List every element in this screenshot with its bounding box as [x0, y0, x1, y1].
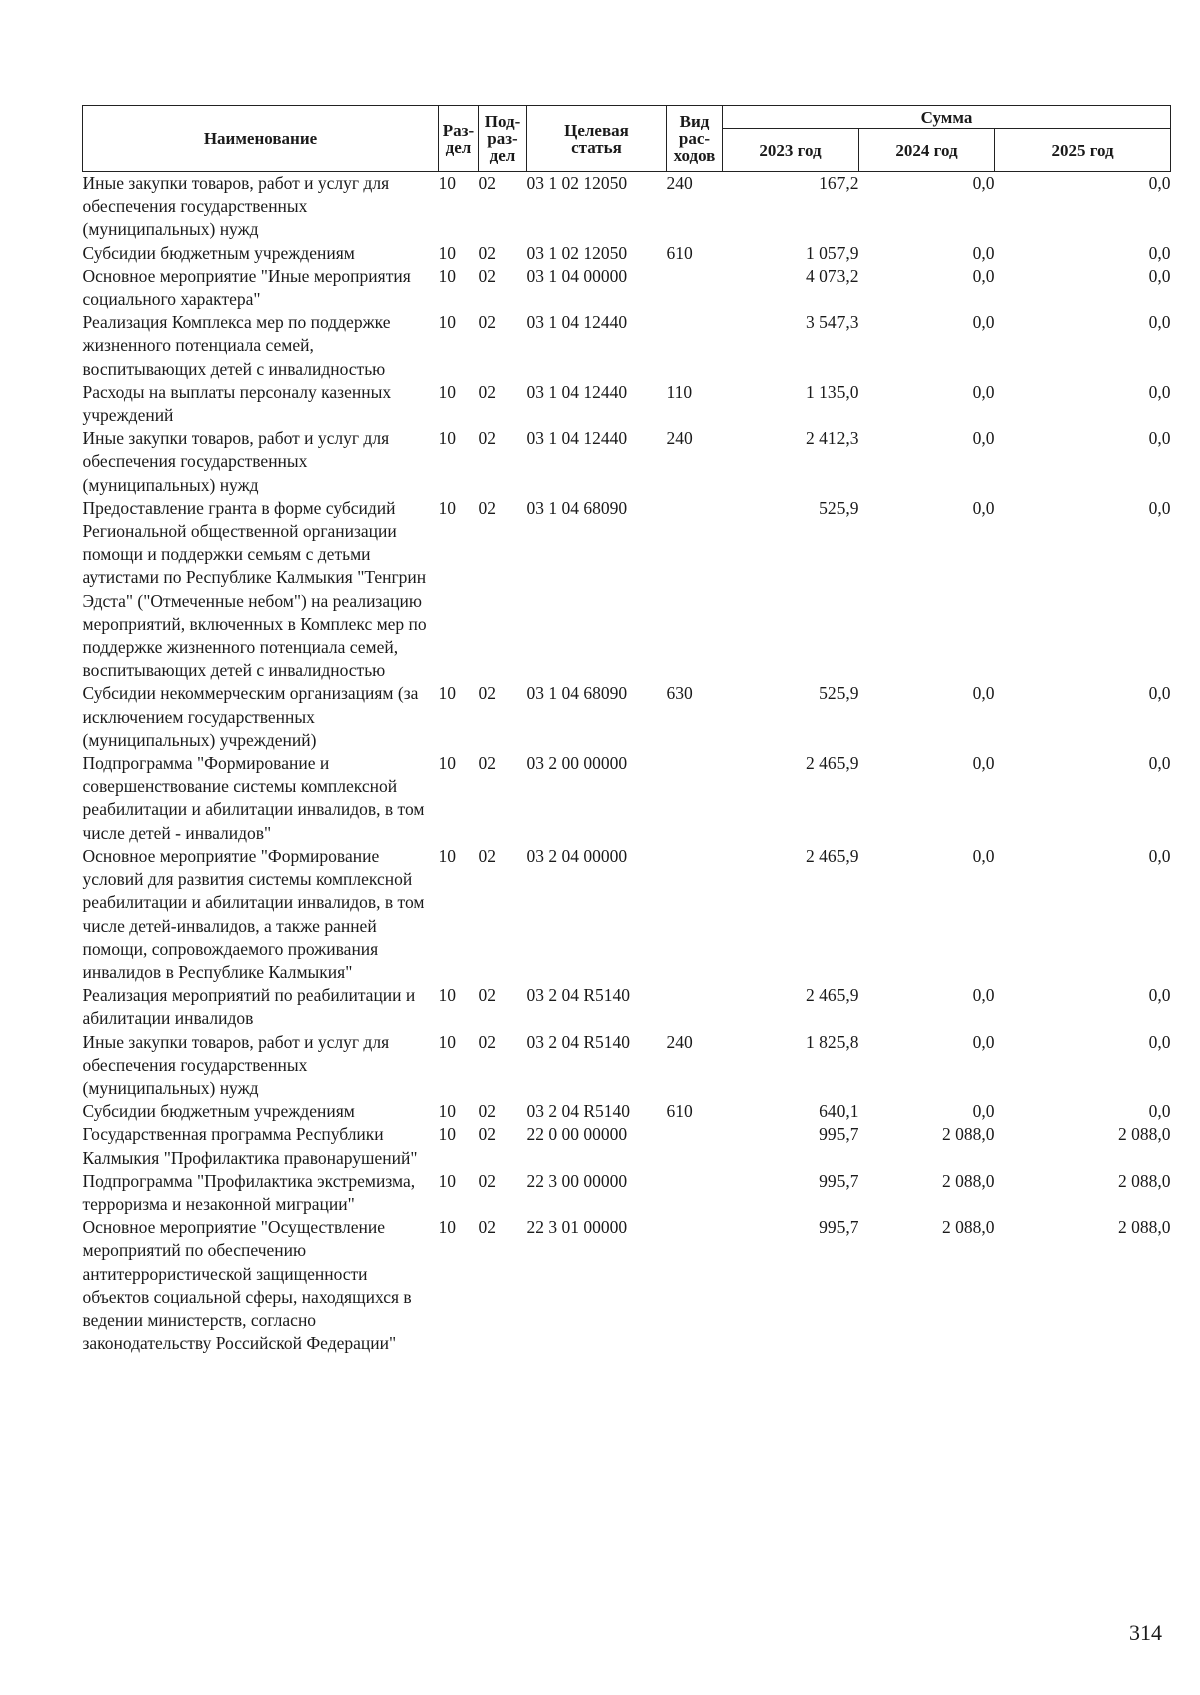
cell-razdel: 10	[438, 1101, 456, 1122]
cell-2025: 0,0	[1148, 428, 1171, 449]
cell-target: 03 1 02 12050	[526, 173, 628, 193]
cell-name: Субсидии бюджетным учреждениям	[82, 242, 355, 263]
table-row	[83, 752, 1171, 845]
cell-razdel: 10	[438, 312, 456, 333]
cell-2025: 2 088,0	[1118, 1170, 1171, 1191]
cell-name: Иные закупки товаров, работ и услуг для обеспечения государственных (муниципальных) нужд	[82, 1031, 390, 1098]
cell-2024: 0,0	[972, 381, 995, 402]
cell-2023: 995,7	[819, 1124, 859, 1145]
cell-2024: 0,0	[972, 428, 995, 449]
cell-vid: 240	[666, 428, 693, 449]
cell-podrazdel: 02	[478, 683, 496, 704]
cell-name: Предоставление гранта в форме субсидий Региональной общественной организации помощи и поддержки семьям с детьми аутистами по Республике Калмыкия "Тенгрин Эдста" ("Отмеченные небом") на реализацию мероприятий, включенных в Комплекс мер по поддержке жизненного потенциала семей, воспитывающих детей с инвалидностью	[82, 497, 427, 681]
header-razdel: Раз- дел	[439, 106, 479, 172]
cell-vid: 110	[666, 381, 693, 402]
cell-name: Расходы на выплаты персоналу казенных учреждений	[82, 381, 392, 426]
cell-2024: 0,0	[972, 242, 995, 263]
table-row	[83, 682, 1171, 752]
cell-name: Основное мероприятие "Формирование условий для развития системы комплексной реабилитации и абилитации инвалидов, в том числе детей-инвалидов, а также ранней помощи, сопровождаемого проживания инвалидов в Республике Калмыкия"	[82, 845, 425, 982]
cell-target: 22 0 00 00000	[526, 1124, 628, 1145]
cell-name: Иные закупки товаров, работ и услуг для обеспечения государственных (муниципальных) нужд	[82, 173, 390, 240]
cell-2025: 0,0	[1148, 497, 1171, 518]
cell-vid	[667, 845, 723, 984]
cell-razdel: 10	[438, 381, 456, 402]
cell-2023: 640,1	[819, 1101, 859, 1122]
cell-2025: 0,0	[1148, 845, 1171, 866]
cell-2024: 2 088,0	[942, 1170, 995, 1191]
cell-2025: 0,0	[1148, 265, 1171, 286]
cell-2024: 2 088,0	[942, 1217, 995, 1238]
cell-podrazdel: 02	[478, 265, 496, 286]
cell-razdel: 10	[438, 1031, 456, 1052]
cell-target: 03 1 04 68090	[526, 497, 628, 518]
cell-target: 22 3 00 00000	[526, 1170, 628, 1191]
cell-2025: 2 088,0	[1118, 1217, 1171, 1238]
cell-vid	[667, 265, 723, 311]
table-row	[83, 1100, 1171, 1123]
cell-2025: 2 088,0	[1118, 1124, 1171, 1145]
cell-podrazdel: 02	[478, 1170, 496, 1191]
budget-table	[82, 105, 1171, 1355]
cell-2024: 0,0	[972, 265, 995, 286]
cell-target: 03 1 04 12440	[526, 428, 628, 449]
cell-podrazdel: 02	[478, 753, 496, 774]
cell-target: 03 2 04 R5140	[526, 985, 631, 1006]
cell-razdel: 10	[438, 497, 456, 518]
table-row	[83, 172, 1171, 242]
cell-2024: 0,0	[972, 683, 995, 704]
cell-target: 03 2 00 00000	[526, 753, 628, 774]
cell-2024: 0,0	[972, 312, 995, 333]
cell-razdel: 10	[438, 265, 456, 286]
cell-name: Субсидии некоммерческим организациям (за исключением государственных (муниципальных) учреждений)	[82, 683, 419, 750]
cell-2023: 2 465,9	[806, 985, 859, 1006]
cell-2023: 2 465,9	[806, 845, 859, 866]
cell-2025: 0,0	[1148, 753, 1171, 774]
cell-razdel: 10	[438, 985, 456, 1006]
cell-2024: 0,0	[972, 497, 995, 518]
cell-razdel: 10	[438, 173, 456, 193]
cell-podrazdel: 02	[478, 1217, 496, 1238]
cell-2023: 4 073,2	[806, 265, 859, 286]
cell-razdel: 10	[438, 753, 456, 774]
table-row	[83, 1170, 1171, 1216]
cell-target: 03 1 04 12440	[526, 312, 628, 333]
cell-vid	[667, 984, 723, 1030]
table-row	[83, 984, 1171, 1030]
cell-razdel: 10	[438, 1170, 456, 1191]
cell-target: 03 2 04 R5140	[526, 1101, 631, 1122]
header-2025: 2025 год	[995, 129, 1171, 172]
cell-2025: 0,0	[1148, 683, 1171, 704]
cell-target: 22 3 01 00000	[526, 1217, 628, 1238]
header-2024: 2024 год	[859, 129, 995, 172]
table-row	[83, 265, 1171, 311]
cell-razdel: 10	[438, 683, 456, 704]
cell-podrazdel: 02	[478, 242, 496, 263]
cell-2024: 0,0	[972, 1101, 995, 1122]
cell-2023: 1 135,0	[806, 381, 859, 402]
cell-2024: 0,0	[972, 845, 995, 866]
cell-2023: 1 825,8	[806, 1031, 859, 1052]
cell-podrazdel: 02	[478, 428, 496, 449]
cell-name: Реализация Комплекса мер по поддержке жизненного потенциала семей, воспитывающих детей с инвалидностью	[82, 312, 391, 379]
cell-2023: 2 412,3	[806, 428, 859, 449]
cell-vid	[667, 1170, 723, 1216]
cell-2023: 525,9	[819, 683, 859, 704]
header-vid: Вид рас- ходов	[667, 106, 723, 172]
cell-name: Подпрограмма "Профилактика экстремизма, терроризма и незаконной миграции"	[82, 1170, 416, 1214]
cell-2025: 0,0	[1148, 1031, 1171, 1052]
cell-target: 03 1 04 12440	[526, 381, 628, 402]
table-row	[83, 845, 1171, 984]
table-row	[83, 381, 1171, 427]
cell-vid	[667, 497, 723, 683]
cell-vid: 630	[666, 683, 693, 704]
cell-podrazdel: 02	[478, 985, 496, 1006]
cell-2025: 0,0	[1148, 312, 1171, 333]
cell-2025: 0,0	[1148, 242, 1171, 263]
cell-2024: 0,0	[972, 1031, 995, 1052]
cell-2024: 0,0	[972, 173, 995, 193]
header-row	[83, 106, 1171, 129]
cell-name: Государственная программа Республики Калмыкия "Профилактика правонарушений"	[82, 1124, 418, 1168]
header-summa: Сумма	[723, 106, 1171, 129]
cell-podrazdel: 02	[478, 1101, 496, 1122]
cell-2025: 0,0	[1148, 985, 1171, 1006]
table-row	[83, 1216, 1171, 1355]
cell-razdel: 10	[438, 242, 456, 263]
cell-vid: 240	[666, 1031, 693, 1052]
table-row	[83, 242, 1171, 265]
cell-podrazdel: 02	[478, 173, 496, 193]
table-row	[83, 497, 1171, 683]
cell-2023: 525,9	[819, 497, 859, 518]
cell-2023: 995,7	[819, 1170, 859, 1191]
cell-2024: 0,0	[972, 985, 995, 1006]
cell-name: Основное мероприятие "Иные мероприятия социального характера"	[82, 265, 411, 310]
cell-vid	[667, 1216, 723, 1355]
cell-2024: 2 088,0	[942, 1124, 995, 1145]
header-target: Целевая статья	[527, 106, 667, 172]
cell-2025: 0,0	[1148, 381, 1171, 402]
cell-vid	[667, 752, 723, 845]
cell-podrazdel: 02	[478, 845, 496, 866]
cell-name: Субсидии бюджетным учреждениям	[82, 1101, 355, 1122]
cell-podrazdel: 02	[478, 497, 496, 518]
cell-target: 03 2 04 00000	[526, 845, 628, 866]
table-row	[83, 1031, 1171, 1101]
cell-name: Иные закупки товаров, работ и услуг для обеспечения государственных (муниципальных) нужд	[82, 428, 390, 495]
cell-target: 03 1 04 00000	[526, 265, 628, 286]
cell-razdel: 10	[438, 1124, 456, 1145]
cell-vid: 240	[666, 173, 693, 193]
cell-name: Реализация мероприятий по реабилитации и абилитации инвалидов	[82, 985, 416, 1029]
cell-2025: 0,0	[1148, 1101, 1171, 1122]
table-body	[83, 172, 1171, 1356]
cell-razdel: 10	[438, 428, 456, 449]
cell-target: 03 1 02 12050	[526, 242, 628, 263]
header-2023: 2023 год	[723, 129, 859, 172]
cell-2023: 3 547,3	[806, 312, 859, 333]
header-podrazdel: Под- раз- дел	[479, 106, 527, 172]
cell-2024: 0,0	[972, 753, 995, 774]
cell-vid: 610	[666, 1101, 693, 1122]
cell-podrazdel: 02	[478, 381, 496, 402]
page-number: 314	[1129, 1620, 1162, 1645]
cell-2025: 0,0	[1148, 173, 1171, 193]
cell-name: Основное мероприятие "Осуществление мероприятий по обеспечению антитеррористической защищенности объектов социальной сферы, находящихся в ведении министерств, согласно законодательству Российской Федерации"	[82, 1217, 412, 1354]
cell-razdel: 10	[438, 845, 456, 866]
cell-podrazdel: 02	[478, 312, 496, 333]
cell-target: 03 1 04 68090	[526, 683, 628, 704]
cell-vid	[667, 311, 723, 381]
cell-target: 03 2 04 R5140	[526, 1031, 631, 1052]
table-row	[83, 311, 1171, 381]
cell-2023: 995,7	[819, 1217, 859, 1238]
table-header	[83, 106, 1171, 172]
cell-2023: 167,2	[819, 173, 859, 193]
cell-2023: 2 465,9	[806, 753, 859, 774]
cell-podrazdel: 02	[478, 1031, 496, 1052]
cell-podrazdel: 02	[478, 1124, 496, 1145]
cell-vid	[667, 1123, 723, 1169]
table-row	[83, 1123, 1171, 1169]
table-row	[83, 427, 1171, 497]
cell-2023: 1 057,9	[806, 242, 859, 263]
cell-razdel: 10	[438, 1217, 456, 1238]
cell-vid: 610	[666, 242, 693, 263]
header-name: Наименование	[83, 106, 439, 172]
cell-name: Подпрограмма "Формирование и совершенствование системы комплексной реабилитации и абилитации инвалидов, в том числе детей - инвалидов"	[82, 753, 425, 843]
